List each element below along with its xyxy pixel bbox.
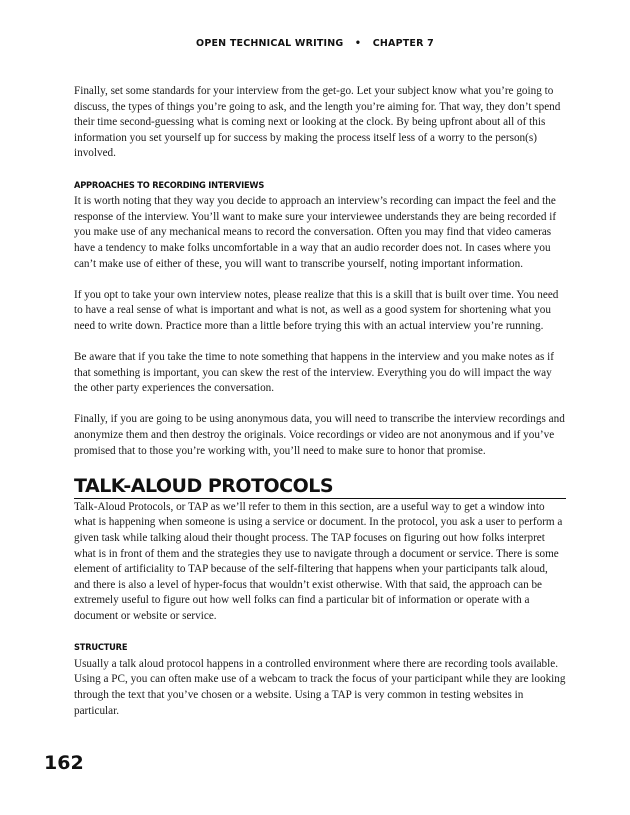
recording-paragraph-2: If you opt to take your own interview notes, please realize that this is a skill that is built over time. You need to have a real sense of what is important and what is not, as well as a good system for shortening what you need to write down. Practice more than a little before trying this with an actual interview you’re running.	[74, 288, 559, 332]
chapter-label: CHAPTER 7	[372, 38, 434, 49]
recording-heading: APPROACHES TO RECORDING INTERVIEWS	[74, 179, 265, 191]
intro-paragraph: Finally, set some standards for your interview from the get-go. Let your subject know what you’re going to discuss, the types of things you’re going to ask, and the length you’re aiming for. That way, they don’t spend their time second-guessing what is coming next or looking at the clock. By being upfront about all of this information you set yourself up for success by making the process itself less of a worry to the person(s) involved.	[74, 85, 561, 160]
recording-paragraph-1: It is worth noting that they way you decide to approach an interview’s recording can impact the feel and the response of the interview. You’ll want to make sure your interviewee understands they are being recorded if you make use of any mechanical means to record the conversation. Often you may find that video cameras have a tendency to make folks uncomfortable in a way that an audio recorder does not. In cases where you can’t make use of either of these, you will want to transcribe yourself, noting important information.	[74, 195, 557, 270]
structure-paragraph: Usually a talk aloud protocol happens in a controlled environment where there are recording tools available. Using a PC, you can often make use of a webcam to track the focus of your participant while they are looking through the text that you’ve chosen or a website. Using a TAP is very common in testing websites in particular.	[74, 657, 566, 717]
recording-paragraph-3: Be aware that if you take the time to note something that happens in the interview and you make notes as if that something is important, you can skew the rest of the interview. Everything you do will impact the way the other party experiences the conversation.	[74, 351, 554, 395]
talk-aloud-section-title: TALK-ALOUD PROTOCOLS	[74, 475, 566, 499]
page-content	[74, 84, 566, 735]
structure-heading: STRUCTURE	[74, 642, 128, 654]
header-bullet: •	[354, 38, 362, 49]
page-number: 162	[44, 752, 84, 774]
running-header	[0, 38, 630, 49]
book-title: OPEN TECHNICAL WRITING	[196, 38, 344, 49]
talk-aloud-paragraph: Talk-Aloud Protocols, or TAP as we’ll refer to them in this section, are a useful way to get a window into what is happening when someone is using a service or document. In the protocol, you ask a user to perform a given task while talking aloud their thought process. The TAP focuses on figuring out how folks interpret what is in front of them and the strategies they use to navigate through a document or service. There is some element of artificiality to TAP because of the self-filtering that happens when your participants talk aloud, and there is also a level of hyper-focus that wouldn’t exist otherwise. With that said, the approach can be extremely useful to figure out how well folks can find a particular bit of information or operate with a document or website or service.	[74, 500, 563, 622]
recording-paragraph-4: Finally, if you are going to be using anonymous data, you will need to transcribe the interview recordings and anonymize them and then destroy the originals. Voice recordings or video are not anonymous and if you’ve promised that to those you’re working with, you’ll need to make sure to honor that promise.	[74, 413, 565, 457]
